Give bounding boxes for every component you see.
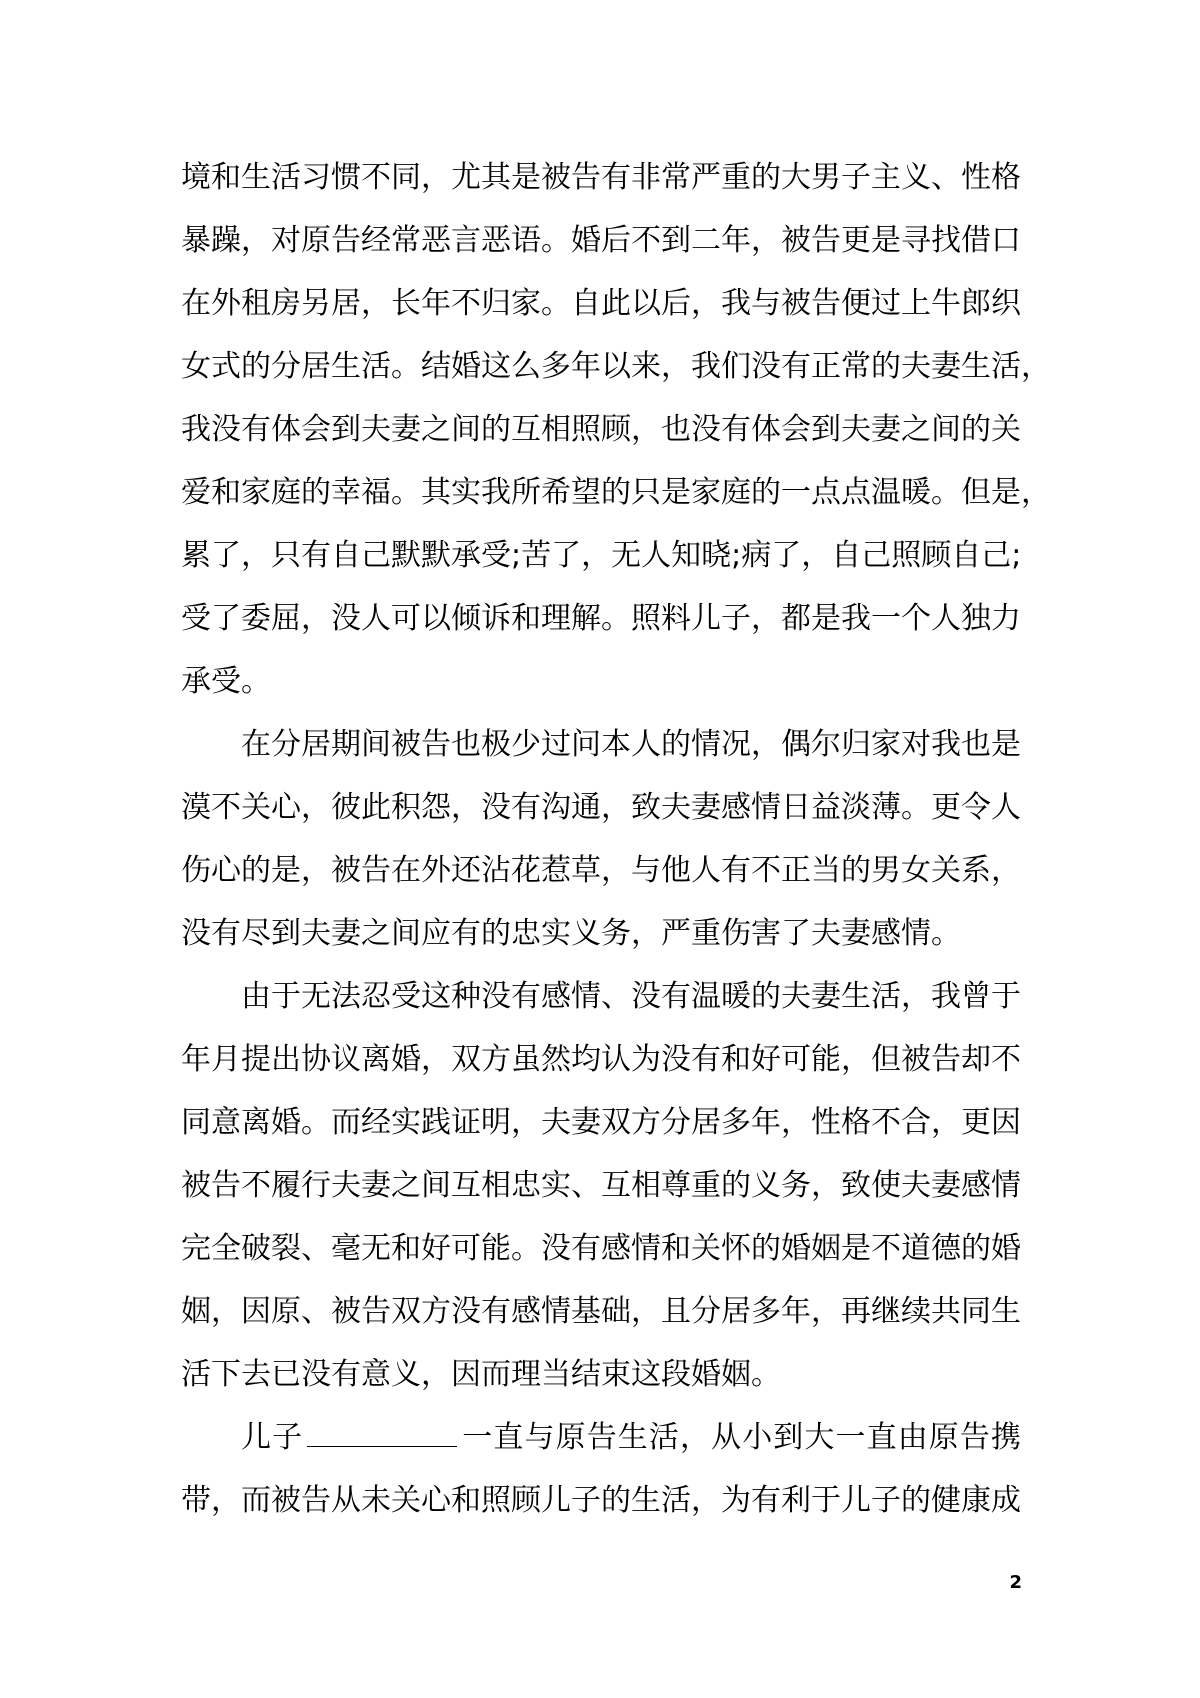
text-line: 在分居期间被告也极少过问本人的情况，偶尔归家对我也是 xyxy=(241,727,1021,762)
text-segment: 一直与原告生活，从小到大一直由原告携 xyxy=(461,1420,1022,1455)
text-line: 年月提出协议离婚，双方虽然均认为没有和好可能，但被告却不 xyxy=(181,1042,1021,1077)
text-line: 同意离婚。而经实践证明，夫妻双方分居多年，性格不合，更因 xyxy=(181,1105,1021,1140)
text-line: 被告不履行夫妻之间互相忠实、互相尊重的义务，致使夫妻感情 xyxy=(181,1168,1021,1203)
text-line: 活下去已没有意义，因而理当结束这段婚姻。 xyxy=(181,1357,781,1392)
text-line: 没有尽到夫妻之间应有的忠实义务，严重伤害了夫妻感情。 xyxy=(181,916,961,951)
fill-in-blank xyxy=(307,1420,457,1447)
text-line: 女式的分居生活。结婚这么多年以来，我们没有正常的夫妻生活， xyxy=(181,349,1051,384)
text-line-with-blank xyxy=(181,1406,1021,1469)
page-number: 2 xyxy=(1009,1572,1022,1593)
text-line: 伤心的是，被告在外还沾花惹草，与他人有不正当的男女关系， xyxy=(181,853,1021,888)
text-line: 暴躁，对原告经常恶言恶语。婚后不到二年，被告更是寻找借口 xyxy=(181,223,1021,258)
text-line: 在外租房另居，长年不归家。自此以后，我与被告便过上牛郎织 xyxy=(181,286,1021,321)
paragraph xyxy=(181,965,1021,1406)
text-line: 完全破裂、毫无和好可能。没有感情和关怀的婚姻是不道德的婚 xyxy=(181,1231,1021,1266)
paragraph xyxy=(181,1406,1021,1532)
text-segment: 儿子 xyxy=(241,1420,304,1455)
text-line: 受了委屈，没人可以倾诉和理解。照料儿子，都是我一个人独力 xyxy=(181,601,1021,636)
text-line: 姻，因原、被告双方没有感情基础，且分居多年，再继续共同生 xyxy=(181,1294,1021,1329)
text-line: 漠不关心，彼此积怨，没有沟通，致夫妻感情日益淡薄。更令人 xyxy=(181,790,1021,825)
text-line: 由于无法忍受这种没有感情、没有温暖的夫妻生活，我曾于 xyxy=(241,979,1021,1014)
text-line: 境和生活习惯不同，尤其是被告有非常严重的大男子主义、性格 xyxy=(181,160,1021,195)
text-line: 承受。 xyxy=(181,664,271,699)
paragraph xyxy=(181,146,1051,713)
text-line: 带，而被告从未关心和照顾儿子的生活，为有利于儿子的健康成 xyxy=(181,1483,1021,1518)
body-text xyxy=(181,146,1051,1532)
text-line: 累了，只有自己默默承受;苦了，无人知晓;病了，自己照顾自己; xyxy=(181,538,1022,573)
text-line: 爱和家庭的幸福。其实我所希望的只是家庭的一点点温暖。但是， xyxy=(181,475,1051,510)
paragraph xyxy=(181,713,1021,965)
text-line: 我没有体会到夫妻之间的互相照顾，也没有体会到夫妻之间的关 xyxy=(181,412,1021,447)
